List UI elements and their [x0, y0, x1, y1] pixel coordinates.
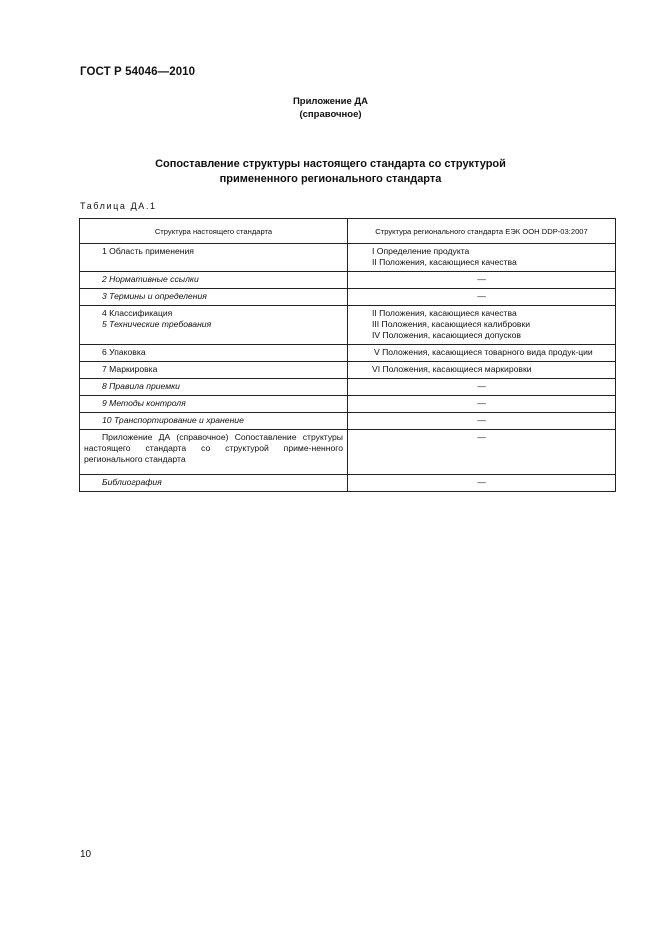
table-cell-right	[348, 244, 616, 272]
section-label: 7 Маркировка	[102, 364, 158, 374]
section-label: 8 Правила приемки	[102, 381, 180, 391]
section-label: 10 Транспортирование и хранение	[102, 415, 244, 425]
table-cell-left	[80, 345, 348, 362]
table-row	[80, 272, 616, 289]
table-cell-left	[80, 306, 348, 345]
section-label: 3 Термины и определения	[102, 291, 207, 301]
table-cell-right	[348, 345, 616, 362]
section-label: 2 Нормативные ссылки	[102, 274, 199, 284]
table-row	[80, 289, 616, 306]
table-row	[80, 430, 616, 475]
table-cell-left	[80, 244, 348, 272]
appendix-title: Приложение ДА	[292, 96, 369, 107]
table-row	[80, 244, 616, 272]
table-cell-left	[80, 272, 348, 289]
table-cell-right	[348, 306, 616, 345]
table-row	[80, 362, 616, 379]
table-row	[80, 306, 616, 345]
column-header-current-standard: Структура настоящего стандарта	[80, 219, 348, 244]
section-label: VI Положения, касающиеся маркировки	[372, 364, 532, 374]
empty-dash: —	[477, 415, 486, 425]
empty-dash: —	[477, 432, 486, 442]
table-caption: Таблица ДА.1	[80, 201, 157, 211]
table-cell-left	[80, 289, 348, 306]
table-cell-right	[348, 362, 616, 379]
table-cell-right	[348, 475, 616, 492]
main-title-line-1: Сопоставление структуры настоящего стандарта со структурой	[155, 158, 506, 170]
comparison-table	[79, 218, 616, 492]
table-header-row	[80, 219, 616, 244]
empty-dash: —	[477, 381, 486, 391]
empty-dash: —	[477, 398, 486, 408]
table-cell-left	[80, 396, 348, 413]
main-title-line-2: примененного регионального стандарта	[219, 173, 442, 185]
table-cell-right	[348, 396, 616, 413]
section-label: 6 Упаковка	[102, 347, 146, 357]
appendix-subtitle: (справочное)	[299, 109, 362, 120]
table-cell-right	[348, 430, 616, 475]
table-row	[80, 396, 616, 413]
empty-dash: —	[477, 291, 486, 301]
table-cell-left	[80, 362, 348, 379]
table-row	[80, 413, 616, 430]
table-cell-right	[348, 289, 616, 306]
column-header-regional-standard: Структура регионального стандарта ЕЭК ООН DDP-03:2007	[348, 219, 616, 244]
table-row	[80, 345, 616, 362]
section-label: IV Положения, касающиеся допусков	[372, 330, 521, 340]
document-code: ГОСТ Р 54046—2010	[80, 66, 196, 78]
table-cell-left	[80, 475, 348, 492]
section-label: Приложение ДА (справочное) Сопоставление структуры настоящего стандарта со структурой приме-ненного регионального стандарта	[84, 432, 343, 464]
section-label: II Положения, касающиеся качества	[372, 308, 517, 318]
comparison-table-wrapper	[79, 218, 615, 492]
page-number: 10	[80, 849, 92, 860]
section-label: Библиография	[102, 477, 162, 487]
section-label: 1 Область применения	[102, 246, 194, 256]
table-row	[80, 475, 616, 492]
section-label: V Положения, касающиеся товарного вида продук-ции	[374, 347, 593, 357]
section-label: II Положения, касающиеся качества	[372, 257, 517, 267]
table-cell-left	[80, 430, 348, 475]
section-label: 9 Методы контроля	[102, 398, 186, 408]
table-cell-right	[348, 379, 616, 396]
section-label: 5 Технические требования	[102, 319, 212, 329]
table-cell-left	[80, 413, 348, 430]
table-cell-left	[80, 379, 348, 396]
empty-dash: —	[477, 274, 486, 284]
table-cell-right	[348, 413, 616, 430]
table-cell-right	[348, 272, 616, 289]
section-label: I Определение продукта	[372, 246, 470, 256]
appendix-heading	[0, 95, 661, 121]
section-label: III Положения, касающиеся калибровки	[372, 319, 531, 329]
main-title	[0, 157, 661, 187]
table-row	[80, 379, 616, 396]
empty-dash: —	[477, 477, 486, 487]
section-label: 4 Классификация	[102, 308, 173, 318]
